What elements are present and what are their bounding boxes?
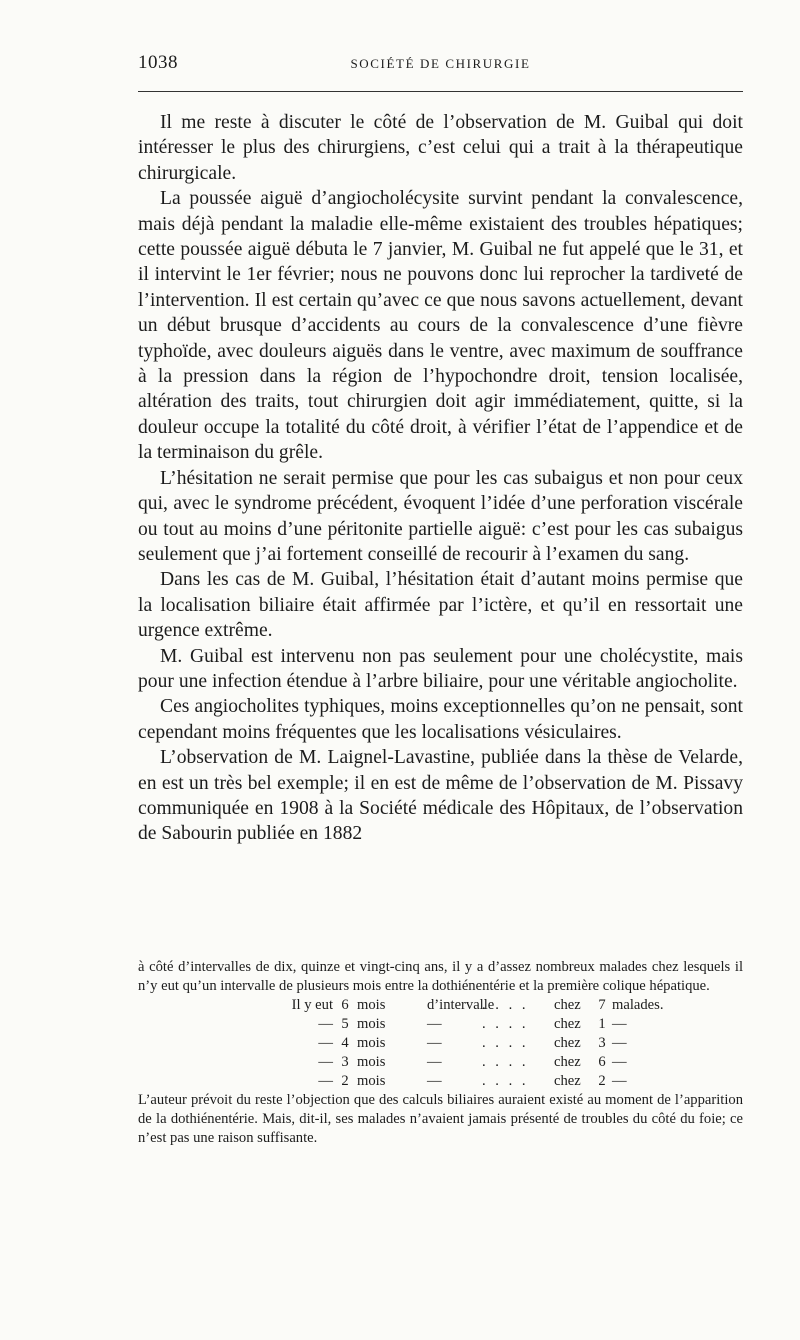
header-rule <box>138 91 743 92</box>
paragraph: Il me reste à discuter le côté de l’observation de M. Guibal qui doit intéresser le plus des chirurgiens, c’est celui qui a trait à la thérapeutique chirurgicale. <box>138 112 743 184</box>
row-chez: chez <box>554 997 581 1013</box>
row-dots: . . . . <box>482 997 529 1013</box>
row-chez: chez <box>554 1054 581 1070</box>
row-count: 3 <box>598 1035 606 1051</box>
page-header <box>138 52 743 82</box>
row-count: 1 <box>598 1016 606 1032</box>
paragraph: M. Guibal est intervenu non pas seulement pour une cholécystite, mais pour une infection étendue à l’arbre biliaire, pour une véritable angiocholite. <box>138 645 743 692</box>
row-chez: chez <box>554 1035 581 1051</box>
row-ditto: — <box>427 1016 442 1032</box>
row-ditto: — <box>427 1054 442 1070</box>
table-row <box>138 1072 743 1091</box>
paragraph: La poussée aiguë d’angiocholécysite survint pendant la convalescence, mais déjà pendant la maladie elle-même existaient des troubles hépatiques; cette poussée aiguë débuta le 7 janvier, M. Guibal ne fut appelé que le 31, et il intervint le 1er février; nous ne pouvons donc lui reprocher la tardiveté de l’intervention. Il est certain qu’avec ce que nous savons actuellement, devant un début brusque d’accidents au cours de la convalescence d’une fièvre typhoïde, avec douleurs aiguës dans le ventre, avec maximum de souffrance à la pression dans la région de l’hypochondre droit, tension localisée, altération des traits, tout chirurgien doit agir immédiatement, quitte, si la douleur occupe la totalité du côté droit, à vérifier l’état de l’appendice et de la terminaison du grêle. <box>138 188 743 464</box>
row-dots: . . . . <box>482 1016 529 1032</box>
row-ditto: d’intervalle <box>427 997 495 1013</box>
row-dots: . . . . <box>482 1073 529 1089</box>
paragraph: Ces angiocholites typhiques, moins exceptionnelles qu’on ne pensait, sont cependant moins fréquentes que les localisations vésiculaires. <box>138 696 743 743</box>
row-count: 2 <box>598 1073 606 1089</box>
paragraph: L’observation de M. Laignel-Lavastine, publiée dans la thèse de Velarde, en est un très bel exemple; il en est de même de l’observation de M. Pissavy communiquée en 1908 à la Société médicale des Hôpitaux, de l’observation de Sabourin publiée en 1882 <box>138 747 743 845</box>
row-tail: malades. <box>612 997 664 1013</box>
row-months: 2 <box>341 1073 349 1089</box>
row-lead: — <box>318 1073 333 1089</box>
interval-table <box>138 996 743 1091</box>
row-ditto: — <box>427 1073 442 1089</box>
row-ditto: — <box>427 1035 442 1051</box>
row-lead: Il y eut <box>291 997 333 1013</box>
row-count: 7 <box>598 997 606 1013</box>
row-tail: — <box>612 1073 627 1089</box>
row-months: 6 <box>341 997 349 1013</box>
page-number: 1038 <box>138 52 178 73</box>
footnote-intro: à côté d’intervalles de dix, quinze et vingt-cinq ans, il y a d’assez nombreux malades chez lesquels il n’y eut qu’un intervalle de plusieurs mois entre la dothiénentérie et la première colique hépatique. <box>138 959 743 994</box>
row-dots: . . . . <box>482 1035 529 1051</box>
row-months: 5 <box>341 1016 349 1032</box>
paragraph: L’hésitation ne serait permise que pour les cas subaigus et non pour ceux qui, avec le syndrome précédent, évoquent l’idée d’une perforation viscérale ou tout au moins d’une péritonite partielle aiguë: c’est pour les cas subaigus seulement que j’ai fortement conseillé de recourir à l’examen du sang. <box>138 467 743 565</box>
row-lead: — <box>318 1035 333 1051</box>
running-title: SOCIÉTÉ DE CHIRURGIE <box>350 56 531 71</box>
paragraph: Dans les cas de M. Guibal, l’hésitation était d’autant moins permise que la localisation biliaire était affirmée par l’ictère, et qu’il en ressortait une urgence extrême. <box>138 569 743 642</box>
main-text <box>138 110 743 847</box>
footnote-conclusion: L’auteur prévoit du reste l’objection que des calculs biliaires auraient existé au moment de l’apparition de la dothiénentérie. Mais, dit-il, ses malades n’avaient jamais présenté de troubles du côté du foie; ce n’est pas une raison suffisante. <box>138 1092 743 1146</box>
row-unit: mois <box>357 1073 386 1089</box>
footnote <box>138 958 743 1148</box>
row-tail: — <box>612 1016 627 1032</box>
row-count: 6 <box>598 1054 606 1070</box>
row-months: 3 <box>341 1054 349 1070</box>
table-row <box>138 1053 743 1072</box>
row-unit: mois <box>357 1035 386 1051</box>
row-unit: mois <box>357 997 386 1013</box>
row-lead: — <box>318 1054 333 1070</box>
row-months: 4 <box>341 1035 349 1051</box>
row-lead: — <box>318 1016 333 1032</box>
table-row <box>138 1015 743 1034</box>
row-unit: mois <box>357 1054 386 1070</box>
table-row <box>138 996 743 1015</box>
row-dots: . . . . <box>482 1054 529 1070</box>
row-chez: chez <box>554 1073 581 1089</box>
row-tail: — <box>612 1054 627 1070</box>
table-row <box>138 1034 743 1053</box>
row-chez: chez <box>554 1016 581 1032</box>
row-tail: — <box>612 1035 627 1051</box>
row-unit: mois <box>357 1016 386 1032</box>
